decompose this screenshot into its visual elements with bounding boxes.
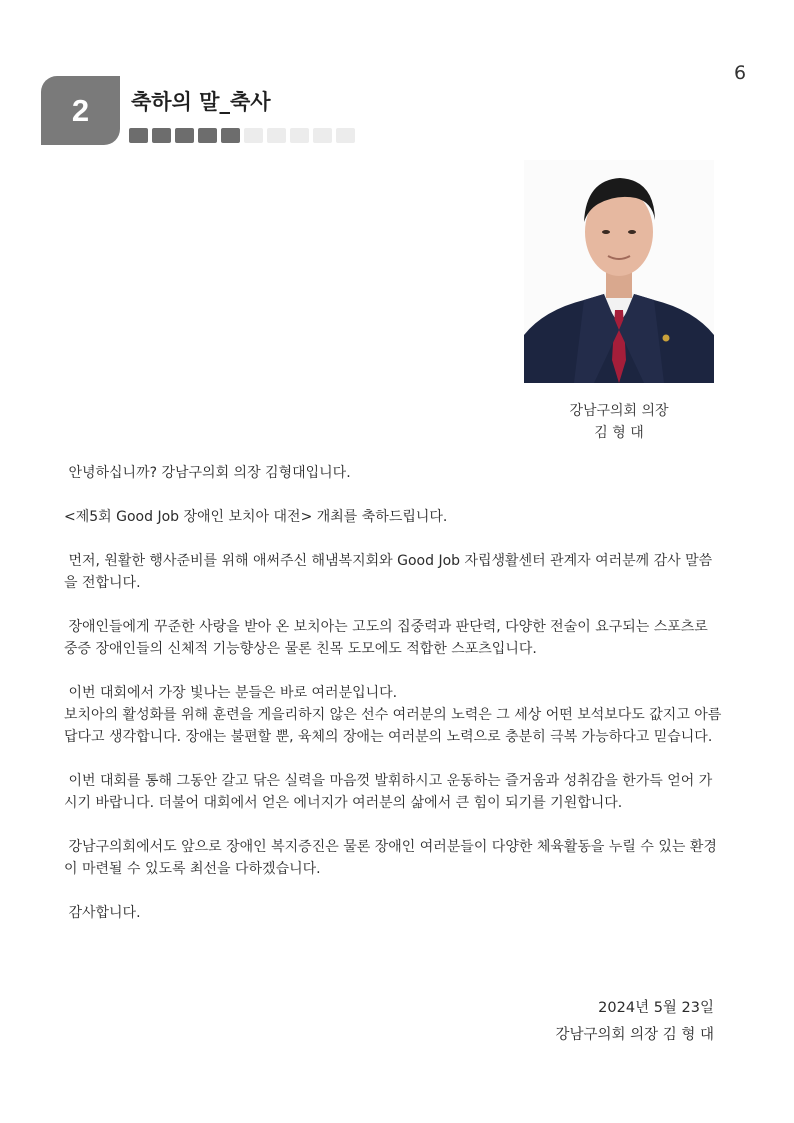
letter-paragraph: <제5회 Good Job 장애인 보치아 대전> 개최를 축하드립니다. (64, 509, 448, 525)
progress-segment (221, 128, 240, 143)
progress-segment (290, 128, 309, 143)
letter-paragraph: 이번 대회에서 가장 빛나는 분들은 바로 여러분입니다. 보치아의 활성화를 위해 훈련을 게을리하지 않은 선수 여러분의 노력은 그 세상 어떤 보석보다도 값지고 아름답다고 생각합니다. 장애는 불편할 뿐, 육체의 장애는 여러분의 노력으로 충분히 극복 가능하다고 믿습니다. (64, 685, 722, 745)
portrait-photo (524, 160, 714, 383)
letter-paragraph: 안녕하십니까? 강남구의회 의장 김형대입니다. (64, 465, 351, 481)
progress-segment (244, 128, 263, 143)
letter-paragraph: 먼저, 원활한 행사준비를 위해 애써주신 해냄복지회와 Good Job 자립생활센터 관계자 여러분께 감사 말씀을 전합니다. (64, 553, 713, 591)
progress-segment (152, 128, 171, 143)
signature-name: 강남구의회 의장 김 형 대 (555, 1027, 714, 1043)
section-title: 축하의 말_축사 (131, 90, 271, 114)
letter-body (64, 462, 724, 946)
letter-paragraph: 이번 대회를 통해 그동안 갈고 닦은 실력을 마음껏 발휘하시고 운동하는 즐거움과 성취감을 한가득 얻어 가시기 바랍니다. 더불어 대회에서 얻은 에너지가 여러분의 삶에서 큰 힘이 되기를 기원합니다. (64, 773, 713, 811)
portrait-caption (524, 400, 714, 444)
caption-name: 김 형 대 (594, 425, 644, 441)
section-number-badge (41, 76, 120, 145)
caption-title: 강남구의회 의장 (569, 403, 669, 419)
progress-segment (198, 128, 217, 143)
letter-paragraph: 장애인들에게 꾸준한 사랑을 받아 온 보치아는 고도의 집중력과 판단력, 다양한 전술이 요구되는 스포츠로 중증 장애인들의 신체적 기능향상은 물론 친목 도모에도 적합한 스포츠입니다. (64, 619, 713, 657)
signature-date: 2024년 5월 23일 (598, 1000, 714, 1016)
page-number: 6 (734, 62, 747, 84)
section-number: 2 (71, 92, 90, 128)
letter-paragraph: 감사합니다. (64, 905, 141, 921)
section-progress-bar (129, 128, 355, 143)
progress-segment (175, 128, 194, 143)
letter-paragraph: 강남구의회에서도 앞으로 장애인 복지증진은 물론 장애인 여러분들이 다양한 체육활동을 누릴 수 있는 환경이 마련될 수 있도록 최선을 다하겠습니다. (64, 839, 717, 877)
progress-segment (336, 128, 355, 143)
progress-segment (129, 128, 148, 143)
progress-segment (267, 128, 286, 143)
progress-segment (313, 128, 332, 143)
signature-block (555, 995, 714, 1049)
